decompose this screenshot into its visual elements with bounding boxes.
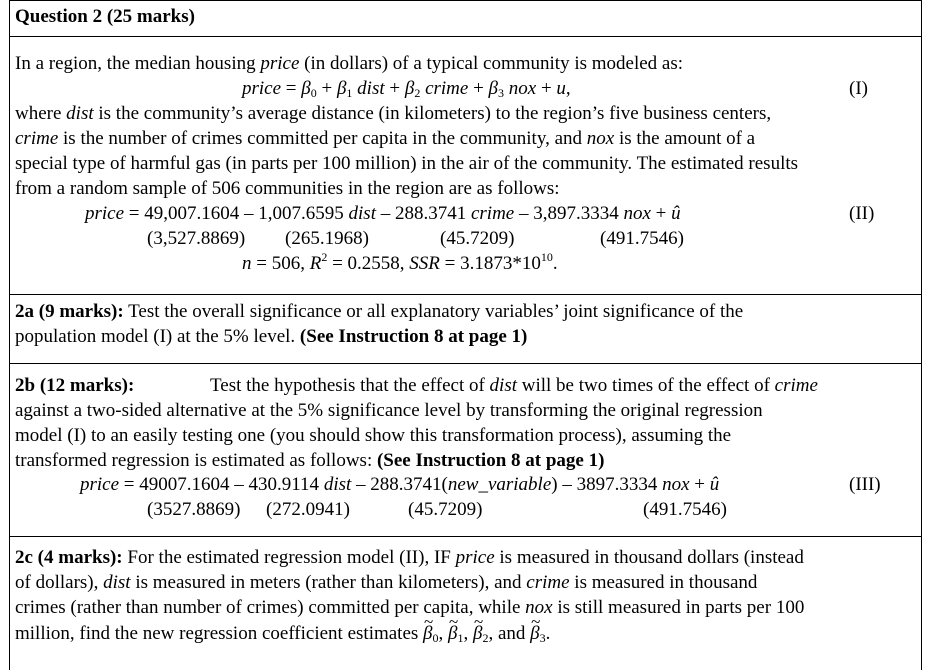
std-error: (491.7546) bbox=[600, 228, 684, 249]
std-error: (265.1968) bbox=[285, 228, 369, 249]
where-line-1: where dist is the community’s average distance (in kilometers) to the region’s five business centers, bbox=[15, 103, 772, 124]
beta-tilde-2: ~ β bbox=[473, 624, 482, 643]
part-2b-line-1: Test the hypothesis that the effect of dist will be two times of the effect of crime bbox=[210, 375, 818, 396]
part-2b-line-2: against a two-sided alternative at the 5% significance level by transforming the original regression bbox=[15, 400, 763, 421]
transformed-equation: price = 49007.1604 – 430.9114 dist – 288.3741(new_variable) – 3897.3334 nox + û bbox=[80, 474, 720, 495]
std-error: (3,527.8869) bbox=[147, 228, 246, 249]
std-error: (45.7209) bbox=[440, 228, 515, 249]
section-divider-2a bbox=[9, 294, 922, 295]
where-line-3: special type of harmful gas (in parts per 100 million) in the air of the community. The estimated results bbox=[15, 153, 799, 174]
beta-tilde-0: ~ β bbox=[423, 624, 432, 643]
estimated-equation: price = 49,007.1604 – 1,007.6595 dist – 288.3741 crime – 3,897.3334 nox + û bbox=[85, 203, 681, 224]
question-title: Question 2 (25 marks) bbox=[15, 6, 195, 27]
part-2b-line-4: transformed regression is estimated as follows: (See Instruction 8 at page 1) bbox=[15, 450, 605, 471]
part-2c-line-3: crimes (rather than number of crimes) committed per capita, while nox is still measured in parts per 100 bbox=[15, 597, 805, 618]
std-error: (272.0941) bbox=[266, 499, 350, 520]
regression-stats: n = 506, $R^2 = 0.2558$, SSR = $3.1873*10^{10}$. bbox=[242, 250, 558, 274]
std-error: (491.7546) bbox=[643, 499, 727, 520]
part-2c-line-2: of dollars), dist is measured in meters (rather than kilometers), and crime is measured in thousand bbox=[15, 572, 758, 593]
model-equation: price = $\beta_0 + \beta_1$ dist + $\beta_2$ crime + $\beta_3$ nox + u, bbox=[242, 78, 571, 100]
part-2c-line-4: million, find the new regression coefficient estimates ~ $\beta_0$, ~ $\beta_1$, ~ $\beta_2$, and ~ $\beta_3$. bbox=[15, 624, 550, 643]
equation-tag-III: (III) bbox=[849, 474, 881, 495]
equation-tag-I: (I) bbox=[849, 78, 868, 99]
part-2c-line-1: 2c (4 marks): For the estimated regression model (II), IF price is measured in thousand dollars (instead bbox=[15, 547, 804, 568]
title-divider bbox=[9, 36, 922, 37]
part-2b-label: 2b (12 marks): bbox=[15, 375, 135, 396]
equation-tag-II: (II) bbox=[849, 203, 875, 224]
where-line-4: from a random sample of 506 communities in the region are as follows: bbox=[15, 178, 560, 199]
beta-tilde-1: ~ β bbox=[448, 624, 457, 643]
section-divider-2b bbox=[9, 363, 922, 364]
beta-tilde-3: ~ β bbox=[530, 624, 539, 643]
std-error: (45.7209) bbox=[408, 499, 483, 520]
where-line-2: crime is the number of crimes committed per capita in the community, and nox is the amount of a bbox=[15, 128, 756, 149]
part-2a-line-2: population model (I) at the 5% level. (See Instruction 8 at page 1) bbox=[15, 326, 528, 347]
part-2a-line-1: 2a (9 marks): Test the overall significance or all explanatory variables’ joint significance of the bbox=[15, 301, 744, 322]
part-2b-line-3: model (I) to an easily testing one (you should show this transformation process), assuming the bbox=[15, 425, 732, 446]
intro-line: In a region, the median housing price (in dollars) of a typical community is modeled as: bbox=[15, 53, 684, 74]
std-error: (3527.8869) bbox=[147, 499, 241, 520]
section-divider-2c bbox=[9, 536, 922, 537]
